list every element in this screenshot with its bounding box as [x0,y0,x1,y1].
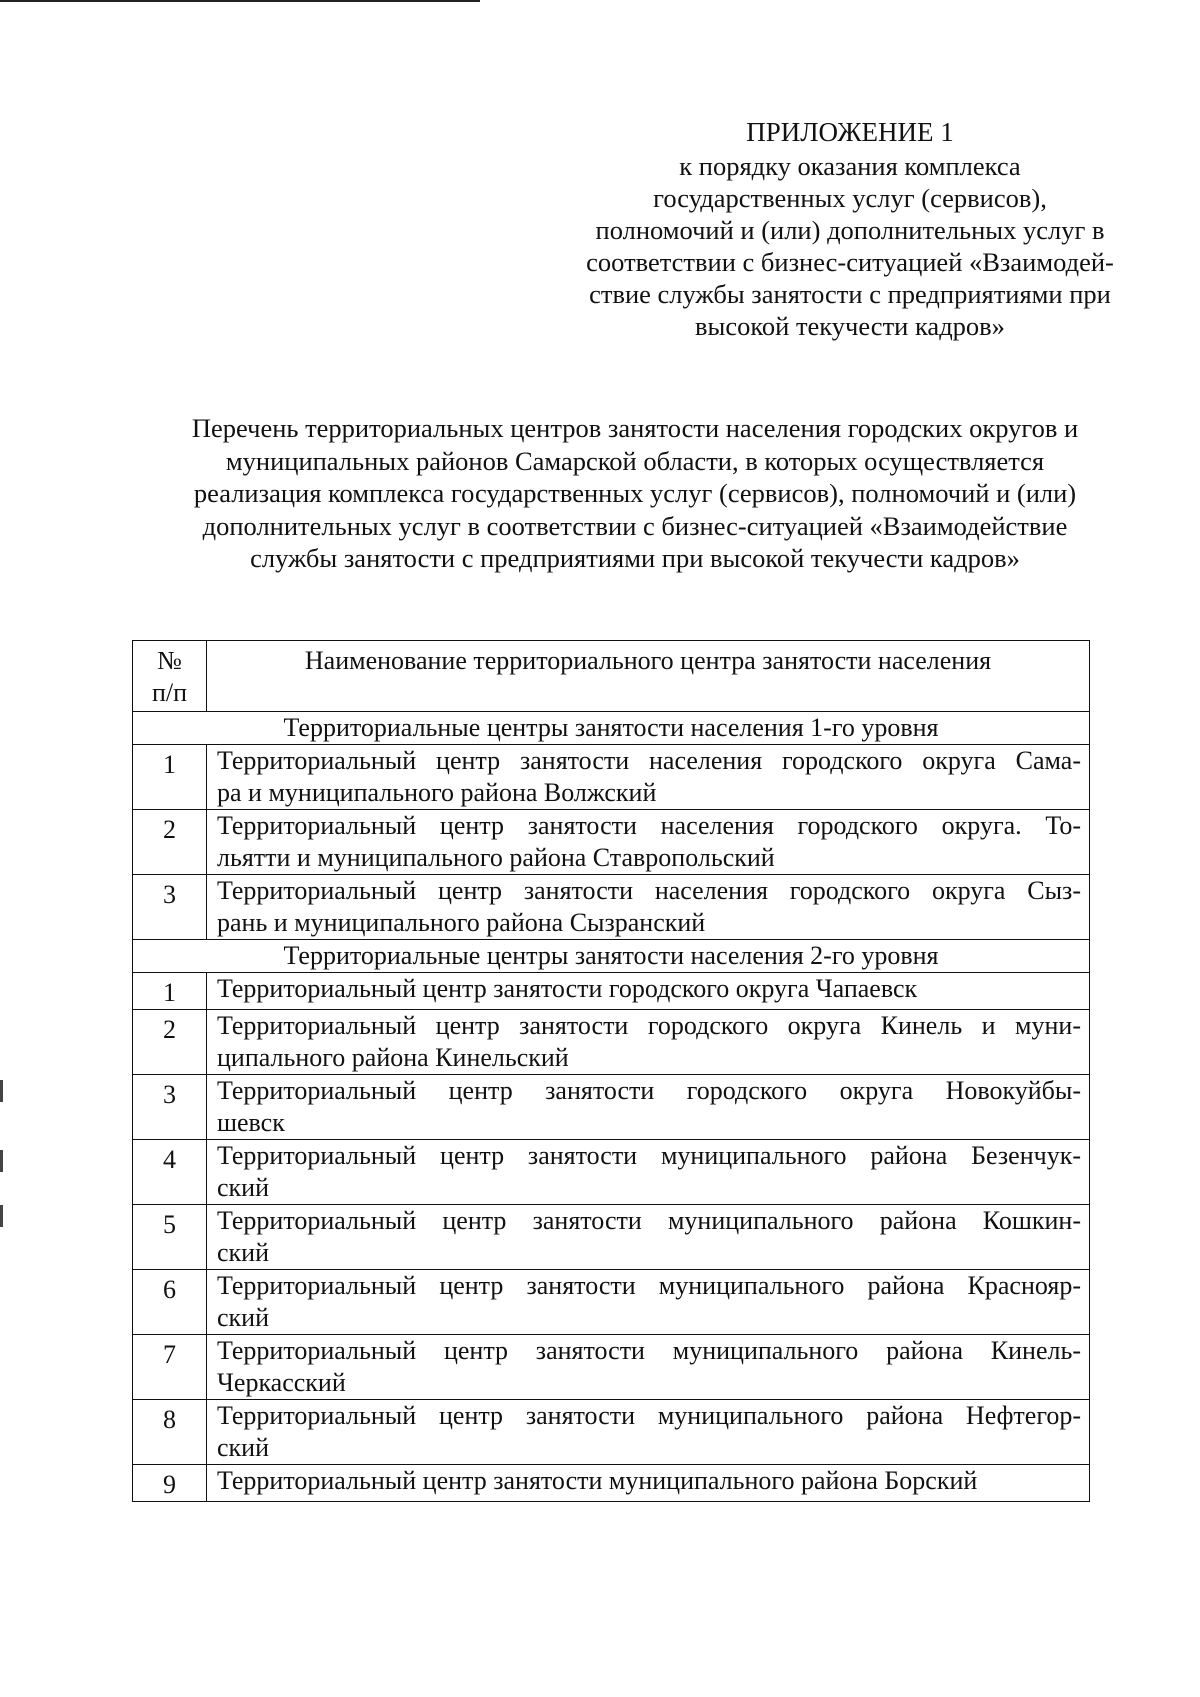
table-row [133,1140,1090,1205]
row-name [207,1140,1090,1205]
row-name [207,1205,1090,1270]
row-name [207,810,1090,875]
row-number: 1 [133,745,207,810]
row-number: 3 [133,875,207,940]
row-name [207,973,1090,1010]
table-row [133,745,1090,810]
header-number-sublabel: п/п [151,678,188,707]
appendix-line: государственных услуг (сервисов), [653,183,1047,213]
table-row [133,1465,1090,1502]
title-line: реализация комплекса государственных услуг (сервисов), полномочий и (или) [193,478,1077,508]
document-title [145,412,1125,575]
row-number: 5 [133,1205,207,1270]
row-name-line: Территориальный центр занятости муниципального района Борский [217,1466,978,1495]
section-title: Территориальные центры занятости населения 1-го уровня [133,712,1090,745]
table-row [133,1270,1090,1335]
title-line: Перечень территориальных центров занятости населения городских округов и [191,413,1079,443]
header-name-cell: Наименование территориального центра занятости населения [207,641,1090,712]
row-name-line: Черкасский [217,1368,346,1397]
title-line: дополнительных услуг в соответствии с бизнес-ситуацией «Взаимодействие [202,510,1068,541]
table-header-row [133,641,1090,712]
header-number-label: № [157,646,182,675]
table-row [133,1075,1090,1140]
table-row [133,875,1090,940]
row-name-line: ский [217,1173,269,1202]
row-number: 4 [133,1140,207,1205]
row-name-line: Территориальный центр занятости муниципального района Кошкин- [217,1206,1081,1235]
row-name-line: льятти и муниципального района Ставропольский [217,843,775,872]
row-number: 6 [133,1270,207,1335]
row-name [207,1465,1090,1502]
row-name-line: Территориальный центр занятости муниципального района Краснояр- [217,1271,1081,1300]
table-row [133,1335,1090,1400]
row-name-line: Территориальный центр занятости населения городского округа. То- [217,811,1081,840]
row-number: 1 [133,973,207,1010]
row-name [207,1270,1090,1335]
row-name-line: ский [217,1433,269,1462]
table-row [133,1010,1090,1075]
row-name [207,1075,1090,1140]
scan-margin-mark [0,1150,3,1172]
row-name-line: рань и муниципального района Сызранский [217,908,706,937]
row-name [207,745,1090,810]
section-row [133,940,1090,973]
appendix-block [560,116,1140,342]
title-line: службы занятости с предприятиями при высокой текучести кадров» [250,543,1020,573]
row-name-line: Территориальный центр занятости городского округа Кинель и муни- [217,1011,1081,1040]
row-number: 7 [133,1335,207,1400]
row-name-line: шевск [217,1108,285,1137]
row-name-line: ципального района Кинельский [217,1043,569,1072]
row-name-line: Территориальный центр занятости городского округа Чапаевск [217,974,918,1003]
row-name [207,875,1090,940]
row-number: 3 [133,1075,207,1140]
row-name [207,1335,1090,1400]
row-number: 8 [133,1400,207,1465]
row-name-line: Территориальный центр занятости населения городского округа Сыз- [217,876,1081,905]
appendix-line: к порядку оказания комплекса [679,151,1021,181]
row-name-line: ский [217,1303,269,1332]
table-row [133,810,1090,875]
section-title: Территориальные центры занятости населения 2-го уровня [133,940,1090,973]
row-name-line: Территориальный центр занятости муниципального района Кинель- [217,1336,1081,1365]
row-name [207,1400,1090,1465]
row-name-line: Территориальный центр занятости муниципального района Безенчук- [217,1141,1081,1170]
section-row [133,712,1090,745]
scan-margin-mark [0,1205,3,1227]
row-name-line: Территориальный центр занятости населения городского округа Сама- [217,746,1081,775]
header-number-cell [133,641,207,712]
scan-margin-mark [0,1080,3,1102]
row-number: 2 [133,1010,207,1075]
row-name-line: Территориальный центр занятости муниципального района Нефтегор- [217,1401,1081,1430]
scan-edge-line [0,0,480,2]
table-row [133,1400,1090,1465]
table-row [133,973,1090,1010]
row-name-line: ра и муниципального района Волжский [217,778,657,807]
row-name-line: Территориальный центр занятости городского округа Новокуйбы- [217,1076,1081,1105]
row-name [207,1010,1090,1075]
appendix-line: ствие службы занятости с предприятиями при [589,279,1111,309]
row-number: 9 [133,1465,207,1502]
appendix-heading: ПРИЛОЖЕНИЕ 1 [746,117,954,147]
row-name-line: ский [217,1238,269,1267]
appendix-line: полномочий и (или) дополнительных услуг в [595,215,1105,245]
centers-table [132,640,1090,1502]
title-line: муниципальных районов Самарской области, в которых осуществляется [225,445,1045,476]
row-number: 2 [133,810,207,875]
table-row [133,1205,1090,1270]
appendix-line: соответствии с бизнес-ситуацией «Взаимодей- [586,247,1114,277]
appendix-line: высокой текучести кадров» [695,311,1005,341]
